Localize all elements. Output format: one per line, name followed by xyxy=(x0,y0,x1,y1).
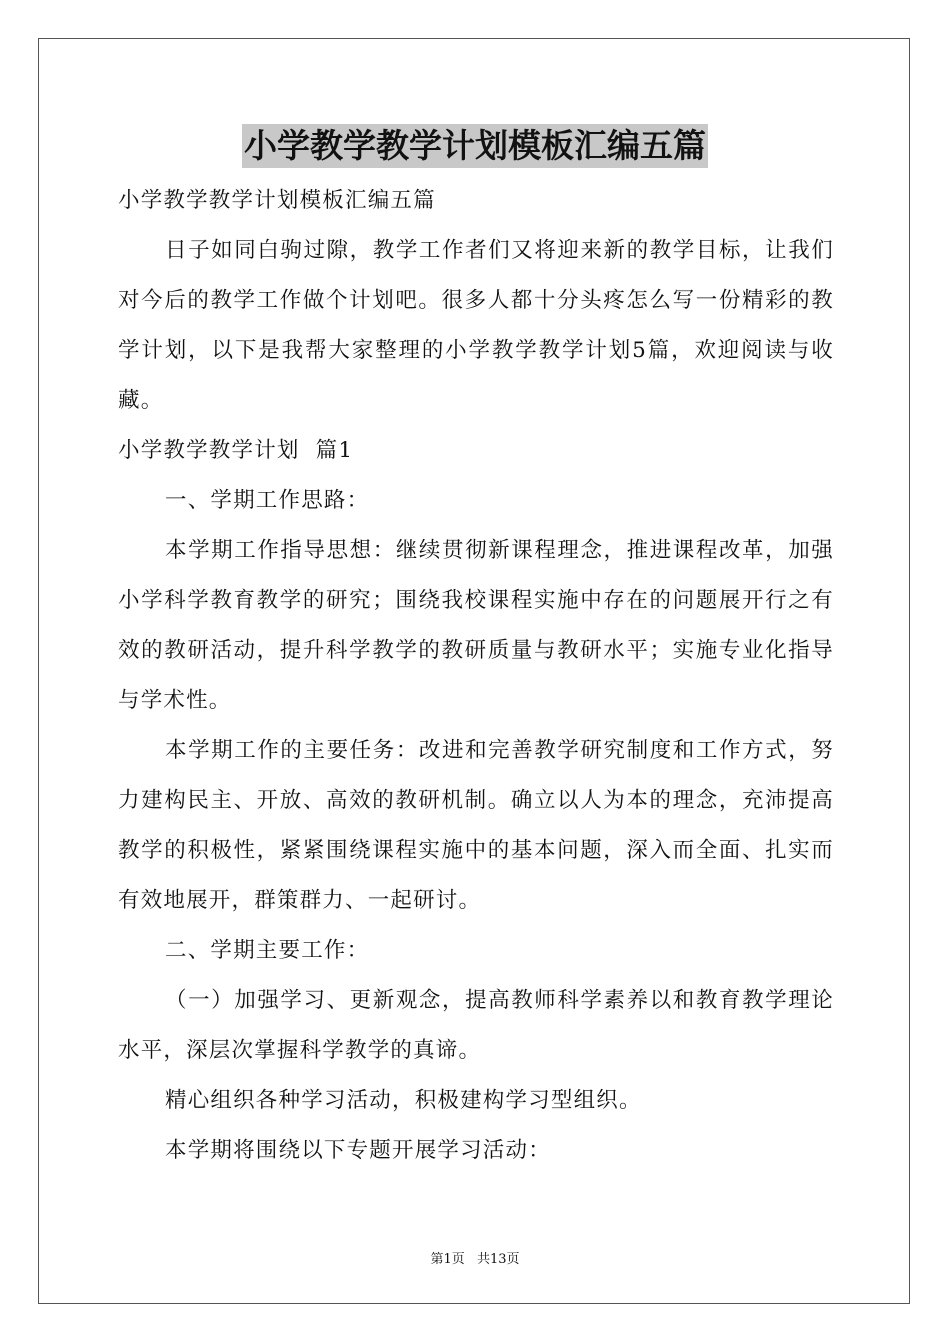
page-total: 共13页 xyxy=(476,1252,520,1267)
document-body xyxy=(118,176,834,1176)
page-footer xyxy=(0,1248,950,1267)
page-number: 第1页 xyxy=(430,1252,465,1267)
paragraph: 日子如同白驹过隙，教学工作者们又将迎来新的教学目标，让我们对今后的教学工作做个计划吧。很多人都十分头疼怎么写一份精彩的教学计划，以下是我帮大家整理的小学教学教学计划5篇，欢迎阅读与收藏。 xyxy=(118,238,834,413)
paragraph: 本学期工作的主要任务：改进和完善教学研究制度和工作方式，努力建构民主、开放、高效的教研机制。确立以人为本的理念，充沛提高教学的积极性，紧紧围绕课程实施中的基本问题，深入而全面、扎实而有效地展开，群策群力、一起研讨。 xyxy=(118,738,834,913)
title-wrap xyxy=(0,124,950,168)
section-heading: 小学教学教学计划 篇1 xyxy=(118,438,354,463)
paragraph: （一）加强学习、更新观念，提高教师科学素养以和教育教学理论水平，深层次掌握科学教学的真谛。 xyxy=(118,988,834,1063)
paragraph: 小学教学教学计划模板汇编五篇 xyxy=(118,188,436,213)
paragraph: 本学期将围绕以下专题开展学习活动： xyxy=(165,1138,551,1163)
paragraph: 本学期工作指导思想：继续贯彻新课程理念，推进课程改革，加强小学科学教育教学的研究；围绕我校课程实施中存在的问题展开行之有效的教研活动，提升科学教学的教研质量与教研水平；实施专业化指导与学术性。 xyxy=(118,538,834,713)
paragraph: 二、学期主要工作： xyxy=(165,938,370,963)
page-title: 小学教学教学计划模板汇编五篇 xyxy=(242,124,708,168)
paragraph: 精心组织各种学习活动，积极建构学习型组织。 xyxy=(165,1088,642,1113)
paragraph: 一、学期工作思路： xyxy=(165,488,370,513)
